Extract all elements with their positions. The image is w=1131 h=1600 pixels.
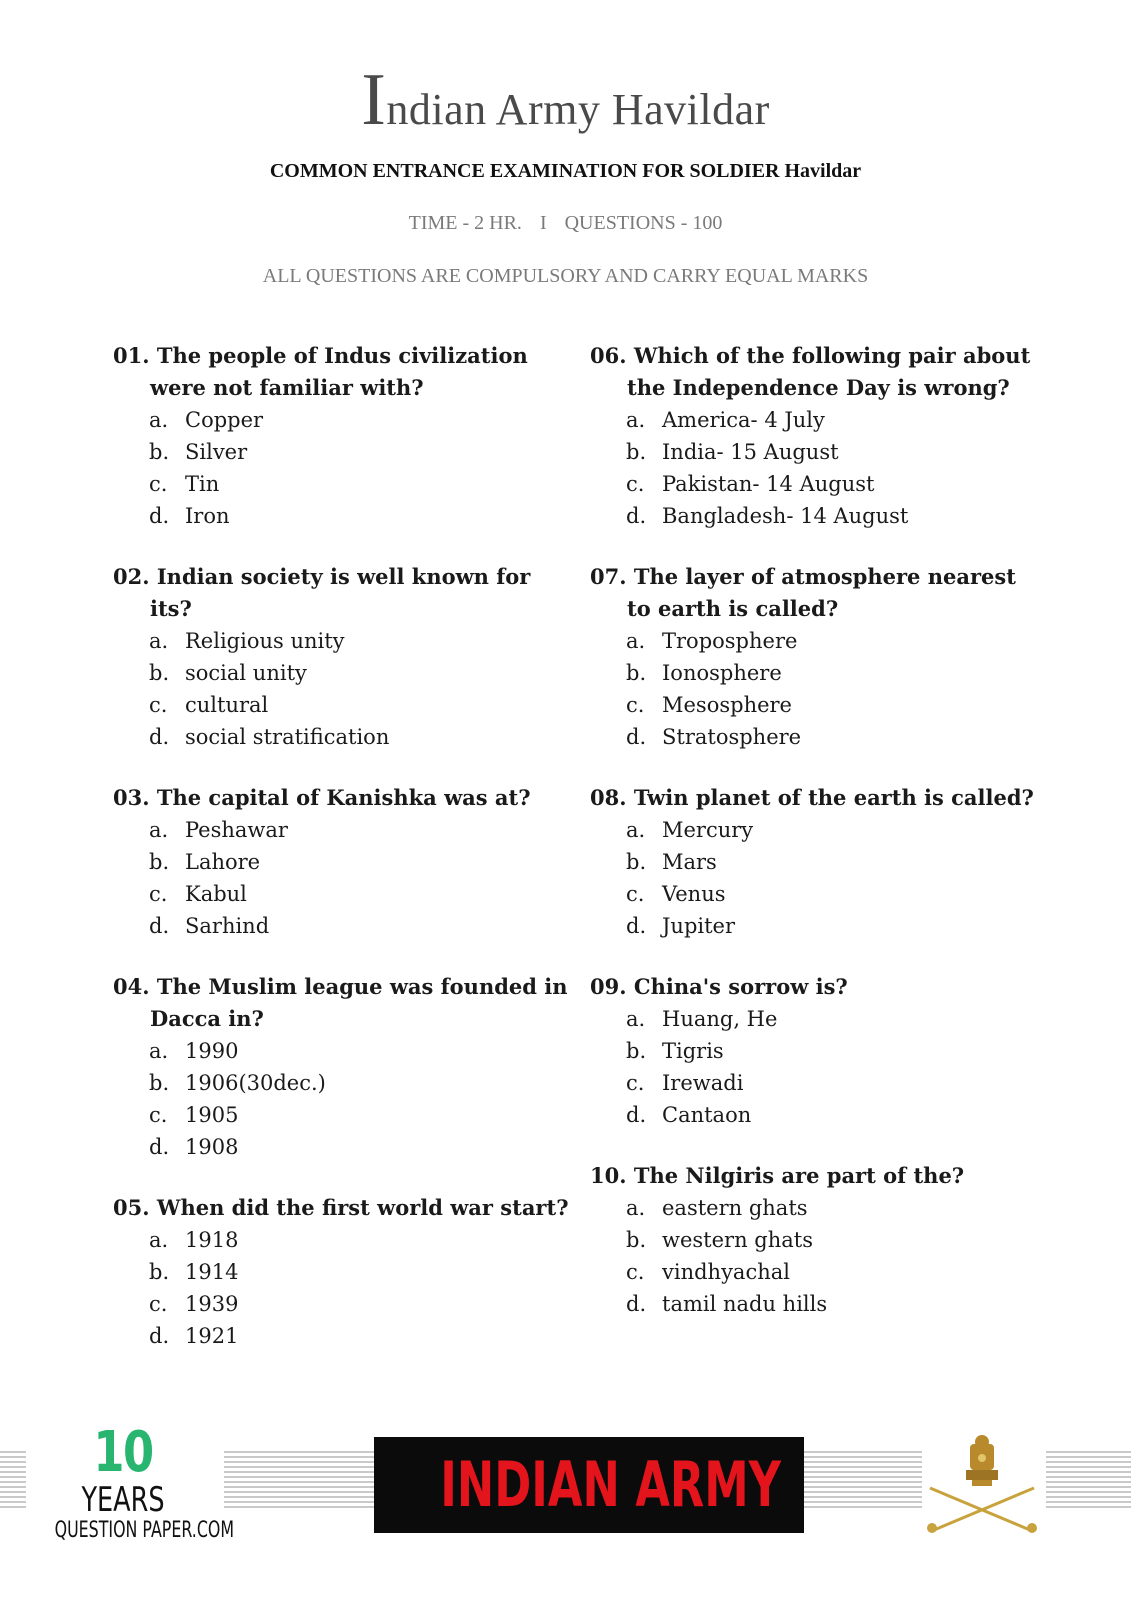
footer-stripe-left [0, 1448, 26, 1508]
option: c. Kabul [149, 882, 247, 906]
title-rest: ndian Army Havildar [386, 85, 770, 134]
option: c. Tin [149, 472, 220, 496]
exam-time: TIME - 2 HR. [408, 212, 522, 234]
question-text: 08. Twin planet of the earth is called? [590, 785, 1034, 810]
option: b. Silver [149, 440, 248, 464]
page-footer [0, 1420, 1131, 1600]
option: d. 1908 [149, 1135, 239, 1159]
title-initial: I [361, 59, 387, 141]
option: a. eastern ghats [626, 1196, 808, 1220]
option: c. cultural [149, 693, 269, 717]
option: b. 1914 [149, 1260, 239, 1284]
option: d. Cantaon [626, 1103, 752, 1127]
question-text: 05. When did the first world war start? [113, 1195, 569, 1220]
exam-question-count: QUESTIONS - 100 [564, 212, 723, 234]
option: c. Irewadi [626, 1071, 744, 1095]
question-08 [590, 782, 1040, 942]
question-07 [590, 561, 1040, 753]
option: c. Mesosphere [626, 693, 792, 717]
question-text: 09. China's sorrow is? [590, 974, 848, 999]
questions-right-column [590, 340, 1040, 1349]
option: c. 1905 [149, 1103, 239, 1127]
option: d. Jupiter [626, 914, 736, 938]
option: c. 1939 [149, 1292, 239, 1316]
option: d. Sarhind [149, 914, 270, 938]
option: b. India- 15 August [626, 440, 839, 464]
question-02 [113, 561, 573, 753]
question-10 [590, 1160, 1040, 1320]
logo-site: QUESTION PAPER.COM [54, 1518, 235, 1543]
logo-number: 10 [93, 1420, 153, 1485]
option: b. social unity [149, 661, 307, 685]
option: a. Copper [149, 408, 264, 432]
instructions-note: ALL QUESTIONS ARE COMPULSORY AND CARRY EQUAL MARKS [262, 265, 869, 287]
indian-army-banner [374, 1437, 804, 1533]
option: a. Troposphere [626, 629, 798, 653]
questions-left-column [113, 340, 573, 1381]
option: d. social stratification [149, 725, 390, 749]
question-05 [113, 1192, 573, 1352]
option: d. 1921 [149, 1324, 239, 1348]
option: a. 1918 [149, 1228, 239, 1252]
option: a. 1990 [149, 1039, 239, 1063]
banner-text: INDIAN ARMY [440, 1448, 782, 1521]
question-09 [590, 971, 1040, 1131]
question-06 [590, 340, 1040, 532]
option: b. Lahore [149, 850, 261, 874]
question-text: 10. The Nilgiris are part of the? [590, 1163, 965, 1188]
question-text: 06. Which of the following pair about the Independence Day is wrong? [590, 343, 1031, 400]
footer-stripe-mid-left [224, 1448, 374, 1508]
page-title [0, 59, 1131, 141]
option: a. Huang, He [626, 1007, 778, 1031]
option: a. Mercury [626, 818, 754, 842]
option: c. Venus [626, 882, 726, 906]
option: b. Tigris [626, 1039, 724, 1063]
meta-separator: I [539, 212, 547, 234]
option: a. Peshawar [149, 818, 288, 842]
option: c. vindhyachal [626, 1260, 790, 1284]
option: a. America- 4 July [626, 408, 825, 432]
exam-subtitle: COMMON ENTRANCE EXAMINATION FOR SOLDIER Havildar [269, 160, 862, 182]
question-04 [113, 971, 573, 1163]
option: b. Mars [626, 850, 717, 874]
question-text: 01. The people of Indus civilization were not familiar with? [113, 343, 528, 400]
question-01 [113, 340, 573, 532]
option: d. Iron [149, 504, 230, 528]
footer-stripe-mid-right [804, 1448, 922, 1508]
option: a. Religious unity [149, 629, 345, 653]
question-text: 03. The capital of Kanishka was at? [113, 785, 531, 810]
question-text: 07. The layer of atmosphere nearest to earth is called? [590, 564, 1016, 621]
question-03 [113, 782, 573, 942]
army-emblem-icon [922, 1430, 1042, 1535]
question-text: 02. Indian society is well known for its? [113, 564, 531, 621]
option: b. western ghats [626, 1228, 813, 1252]
exam-meta [0, 212, 1131, 235]
option: d. Stratosphere [626, 725, 802, 749]
footer-stripe-right [1046, 1448, 1131, 1508]
ten-years-logo [28, 1420, 235, 1545]
option: d. tamil nadu hills [626, 1292, 828, 1316]
question-text: 04. The Muslim league was founded in Dacca in? [113, 974, 568, 1031]
option: d. Bangladesh- 14 August [626, 504, 909, 528]
option: b. 1906(30dec.) [149, 1071, 326, 1095]
option: c. Pakistan- 14 August [626, 472, 875, 496]
option: b. Ionosphere [626, 661, 782, 685]
logo-years: YEARS [81, 1480, 165, 1520]
